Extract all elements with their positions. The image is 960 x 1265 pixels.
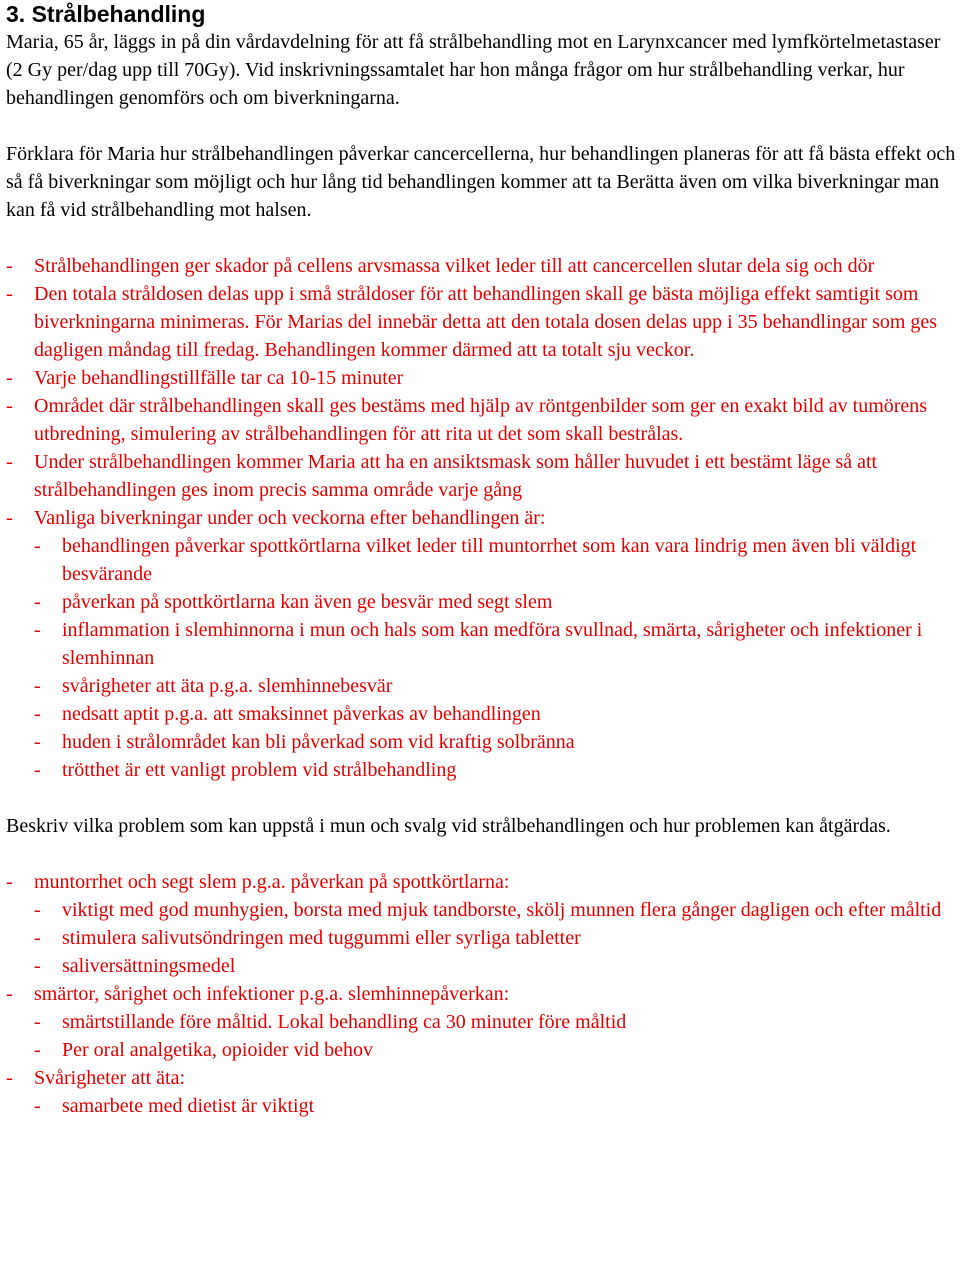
list-item-text: samarbete med dietist är viktigt xyxy=(62,1095,315,1117)
sub-list-item xyxy=(6,672,958,700)
sub-list-item xyxy=(6,700,958,728)
list-item-text: saliversättningsmedel xyxy=(62,955,236,977)
section-number: 3. xyxy=(6,1,26,27)
sub-list-item xyxy=(6,756,958,784)
bullet-dash: - xyxy=(34,955,41,977)
list-item-text: Strålbehandlingen ger skador på cellens arvsmassa vilket leder till att cancercellen slutar dela sig och dör xyxy=(34,255,875,277)
bullet-dash: - xyxy=(34,1095,41,1117)
bullet-dash: - xyxy=(6,367,13,389)
list-item xyxy=(6,980,958,1008)
case-intro: Maria, 65 år, läggs in på din vårdavdelning för att få strålbehandling mot en Larynxcancer med lymfkörtelmetastaser (2 Gy per/dag upp till 70Gy). Vid inskrivningssamtalet har hon många frågor om hur strålbehandling verkar, hur behandlingen genomförs och om biverkningarna. xyxy=(6,31,941,109)
spacer xyxy=(6,224,958,252)
answer-1-list xyxy=(6,252,958,784)
bullet-dash: - xyxy=(6,1067,13,1089)
bullet-dash: - xyxy=(34,675,41,697)
list-item xyxy=(6,504,958,532)
list-item xyxy=(6,364,958,392)
list-item xyxy=(6,280,958,364)
spacer xyxy=(6,112,958,140)
question-2: Beskriv vilka problem som kan uppstå i mun och svalg vid strålbehandlingen och hur problemen kan åtgärdas. xyxy=(6,815,891,837)
list-item-text: Per oral analgetika, opioider vid behov xyxy=(62,1039,374,1061)
list-item-text: Under strålbehandlingen kommer Maria att ha en ansiktsmask som håller huvudet i ett bestämt läge så att strålbehandlingen ges inom precis samma område varje gång xyxy=(34,451,878,501)
sub-list-item xyxy=(6,616,958,672)
bullet-dash: - xyxy=(34,927,41,949)
list-item-text: trötthet är ett vanligt problem vid strålbehandling xyxy=(62,759,457,781)
bullet-dash: - xyxy=(34,759,41,781)
sub-list-item xyxy=(6,728,958,756)
sub-list-item xyxy=(6,952,958,980)
list-item xyxy=(6,1064,958,1092)
answer-2-list xyxy=(6,868,958,1120)
sub-list-item xyxy=(6,896,958,924)
list-item-text: svårigheter att äta p.g.a. slemhinnebesvär xyxy=(62,675,393,697)
bullet-dash: - xyxy=(34,731,41,753)
sub-list-item xyxy=(6,588,958,616)
list-item-text: huden i strålområdet kan bli påverkad som vid kraftig solbränna xyxy=(62,731,575,753)
list-item-text: påverkan på spottkörtlarna kan även ge besvär med segt slem xyxy=(62,591,553,613)
sub-list-item xyxy=(6,532,958,588)
list-item-text: smärtor, sårighet och infektioner p.g.a. slemhinnepåverkan: xyxy=(34,983,510,1005)
list-item-text: Den totala stråldosen delas upp i små stråldoser för att behandlingen skall ge bästa möjliga effekt samtigit som biverkningarna minimeras. För Marias del innebär detta att den totala dosen delas upp i 35 behandlingar som ges dagligen måndag till fredag. Behandlingen kommer därmed att ta totalt sju veckor. xyxy=(34,283,938,361)
sub-list-item xyxy=(6,1036,958,1064)
list-item-text: Svårigheter att äta: xyxy=(34,1067,186,1089)
bullet-dash: - xyxy=(34,591,41,613)
list-item xyxy=(6,252,958,280)
list-item xyxy=(6,392,958,448)
bullet-dash: - xyxy=(34,619,41,641)
bullet-dash: - xyxy=(34,1011,41,1033)
sub-list-item xyxy=(6,924,958,952)
list-item xyxy=(6,448,958,504)
spacer xyxy=(6,784,958,812)
list-item-text: Vanliga biverkningar under och veckorna efter behandlingen är: xyxy=(34,507,546,529)
spacer xyxy=(6,840,958,868)
bullet-dash: - xyxy=(6,451,13,473)
list-item-text: nedsatt aptit p.g.a. att smaksinnet påverkas av behandlingen xyxy=(62,703,541,725)
list-item-text: Varje behandlingstillfälle tar ca 10-15 minuter xyxy=(34,367,404,389)
question-1: Förklara för Maria hur strålbehandlingen påverkar cancercellerna, hur behandlingen planeras för att få bästa effekt och så få biverkningar som möjligt och hur lång tid behandlingen kommer att ta Berätta även om vilka biverkningar man kan få vid strålbehandling mot halsen. xyxy=(6,143,956,221)
section-heading xyxy=(6,0,958,28)
bullet-dash: - xyxy=(6,395,13,417)
list-item-text: behandlingen påverkar spottkörtlarna vilket leder till muntorrhet som kan vara lindrig men även bli väldigt besvärande xyxy=(62,535,917,585)
bullet-dash: - xyxy=(6,871,13,893)
list-item xyxy=(6,868,958,896)
section-title: Strålbehandling xyxy=(31,1,206,27)
bullet-dash: - xyxy=(34,899,41,921)
bullet-dash: - xyxy=(6,507,13,529)
bullet-dash: - xyxy=(34,535,41,557)
bullet-dash: - xyxy=(6,283,13,305)
bullet-dash: - xyxy=(34,703,41,725)
list-item-text: viktigt med god munhygien, borsta med mjuk tandborste, skölj munnen flera gånger dagligen och efter måltid xyxy=(62,899,942,921)
sub-list-item xyxy=(6,1092,958,1120)
list-item-text: inflammation i slemhinnorna i mun och hals som kan medföra svullnad, smärta, sårigheter och infektioner i slemhinnan xyxy=(62,619,923,669)
list-item-text: muntorrhet och segt slem p.g.a. påverkan på spottkörtlarna: xyxy=(34,871,510,893)
list-item-text: Området där strålbehandlingen skall ges bestäms med hjälp av röntgenbilder som ger en exakt bild av tumörens utbredning, simulering av strålbehandlingen för att rita ut det som skall bestrålas. xyxy=(34,395,928,445)
sub-list-item xyxy=(6,1008,958,1036)
bullet-dash: - xyxy=(34,1039,41,1061)
bullet-dash: - xyxy=(6,255,13,277)
list-item-text: smärtstillande före måltid. Lokal behandling ca 30 minuter före måltid xyxy=(62,1011,627,1033)
document-page xyxy=(6,0,958,1120)
bullet-dash: - xyxy=(6,983,13,1005)
list-item-text: stimulera salivutsöndringen med tuggummi eller syrliga tabletter xyxy=(62,927,581,949)
